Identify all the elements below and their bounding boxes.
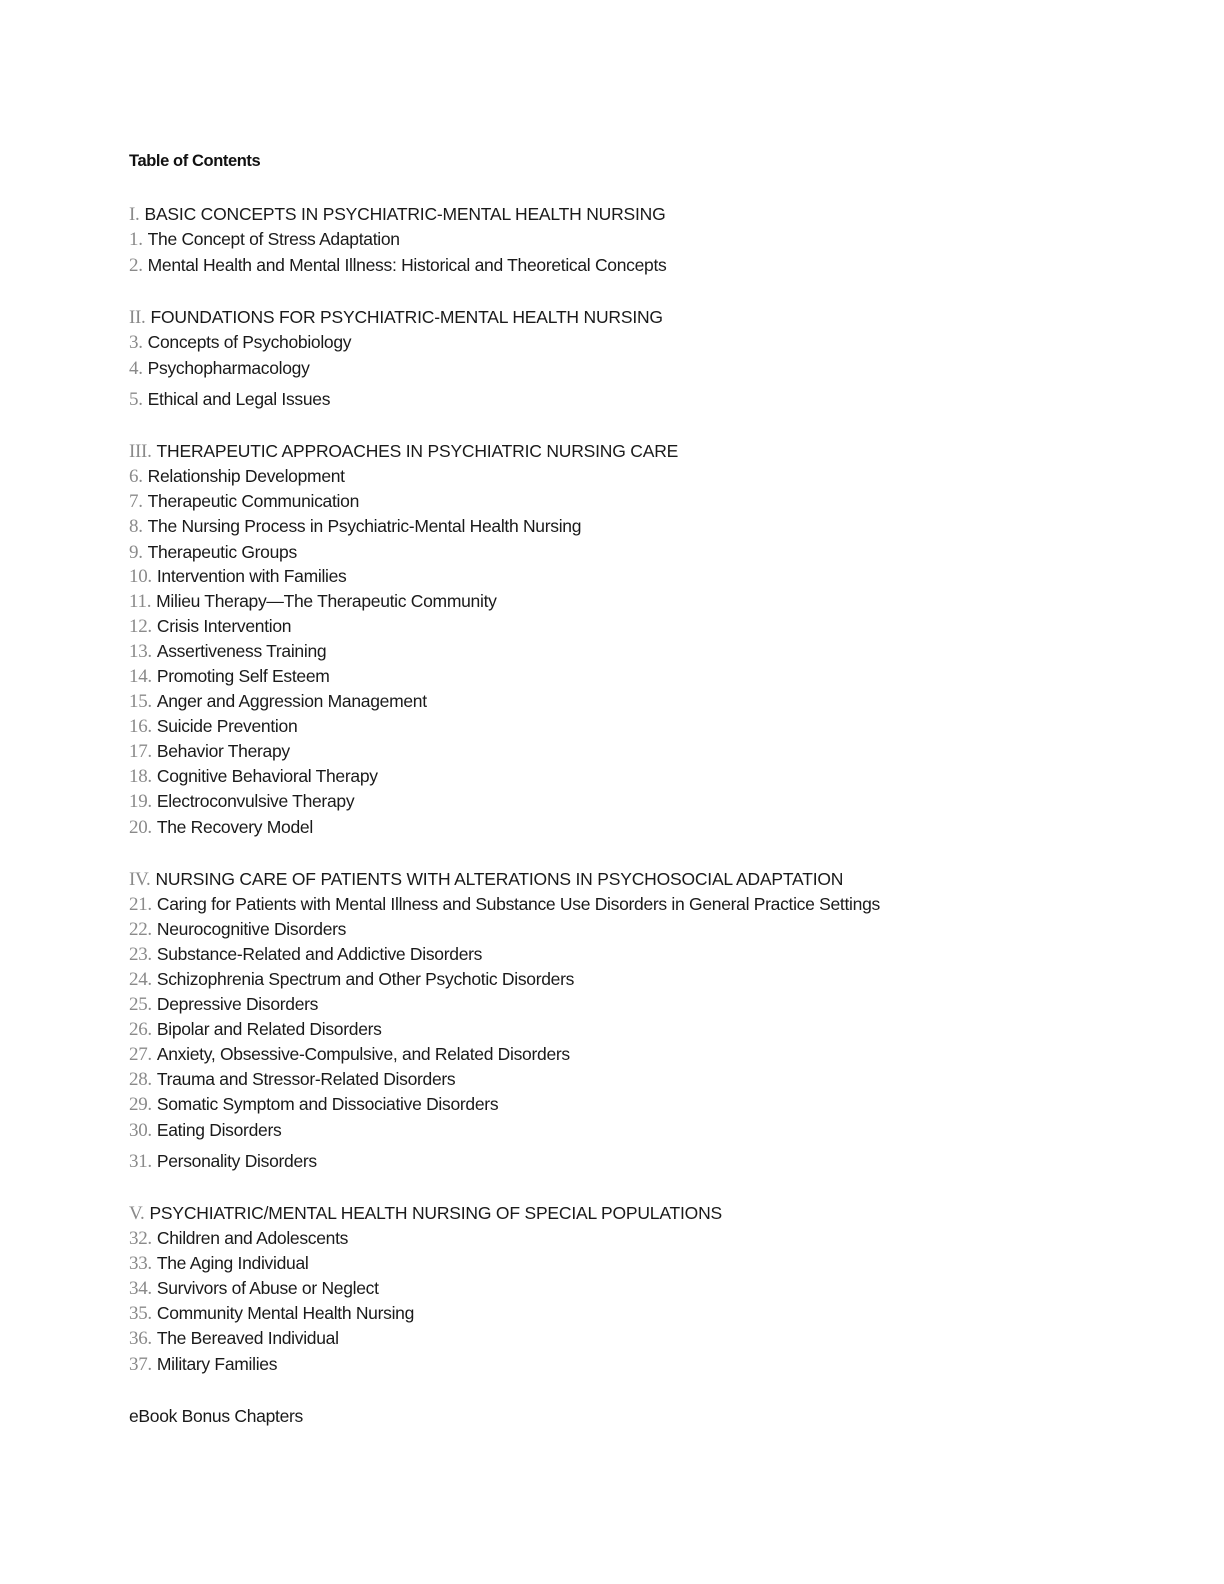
- chapter-number: 37.: [129, 1354, 152, 1375]
- chapter-entry: [129, 666, 330, 687]
- chapter-number: 3.: [129, 332, 143, 353]
- chapter-entry: [129, 332, 351, 353]
- chapter-title: Cognitive Behavioral Therapy: [156, 766, 378, 786]
- part-heading: [129, 307, 663, 328]
- chapter-entry: [129, 566, 347, 587]
- chapter-title: Promoting Self Esteem: [156, 666, 330, 686]
- chapter-number: 33.: [129, 1253, 152, 1274]
- chapter-title: Suicide Prevention: [156, 716, 298, 736]
- chapter-title: Neurocognitive Disorders: [156, 919, 347, 939]
- chapter-number: 16.: [129, 716, 152, 737]
- chapter-entry: [129, 919, 346, 940]
- chapter-entry: [129, 516, 581, 537]
- chapter-title: Personality Disorders: [156, 1151, 317, 1171]
- part-heading: [129, 869, 843, 890]
- chapter-entry: [129, 1019, 382, 1040]
- chapter-entry: [129, 1094, 498, 1115]
- chapter-title: Survivors of Abuse or Neglect: [156, 1278, 379, 1298]
- chapter-number: 18.: [129, 766, 152, 787]
- chapter-entry: [129, 616, 291, 637]
- chapter-entry: [129, 358, 310, 379]
- chapter-title: Community Mental Health Nursing: [156, 1303, 415, 1323]
- part-title: THERAPEUTIC APPROACHES IN PSYCHIATRIC NURSING CARE: [156, 441, 679, 461]
- chapter-number: 7.: [129, 491, 143, 512]
- chapter-number: 24.: [129, 969, 152, 990]
- chapter-number: 22.: [129, 919, 152, 940]
- chapter-title: The Aging Individual: [156, 1253, 309, 1273]
- chapter-entry: [129, 1354, 277, 1375]
- chapter-entry: [129, 791, 354, 812]
- chapter-title: Therapeutic Communication: [147, 491, 360, 511]
- ebook-bonus-chapters-label: eBook Bonus Chapters: [129, 1406, 303, 1426]
- chapter-title: The Bereaved Individual: [156, 1328, 339, 1348]
- chapter-entry: [129, 1151, 317, 1172]
- chapter-number: 12.: [129, 616, 152, 637]
- chapter-entry: [129, 641, 326, 662]
- part-numeral: I.: [129, 204, 140, 225]
- chapter-title: Somatic Symptom and Dissociative Disorders: [156, 1094, 499, 1114]
- chapter-title: Children and Adolescents: [156, 1228, 349, 1248]
- part-title: BASIC CONCEPTS IN PSYCHIATRIC-MENTAL HEALTH NURSING: [144, 204, 666, 224]
- chapter-number: 25.: [129, 994, 152, 1015]
- chapter-title: Psychopharmacology: [147, 358, 310, 378]
- chapter-entry: [129, 817, 313, 838]
- chapter-title: Electroconvulsive Therapy: [156, 791, 355, 811]
- chapter-number: 15.: [129, 691, 152, 712]
- chapter-title: Behavior Therapy: [156, 741, 290, 761]
- chapter-entry: [129, 466, 345, 487]
- chapter-title: Ethical and Legal Issues: [147, 389, 331, 409]
- chapter-title: Anger and Aggression Management: [156, 691, 427, 711]
- chapter-entry: [129, 741, 290, 762]
- part-numeral: V.: [129, 1203, 145, 1224]
- part-title: NURSING CARE OF PATIENTS WITH ALTERATIONS IN PSYCHOSOCIAL ADAPTATION: [155, 869, 844, 889]
- chapter-entry: [129, 1228, 348, 1249]
- chapter-entry: [129, 691, 427, 712]
- chapter-title: Crisis Intervention: [156, 616, 292, 636]
- chapter-title: Concepts of Psychobiology: [147, 332, 352, 352]
- chapter-entry: [129, 1044, 570, 1065]
- chapter-title: Eating Disorders: [156, 1120, 282, 1140]
- chapter-entry: [129, 994, 318, 1015]
- chapter-title: Milieu Therapy—The Therapeutic Community: [156, 591, 497, 611]
- chapter-entry: [129, 1278, 379, 1299]
- chapter-entry: [129, 255, 667, 276]
- chapter-number: 1.: [129, 229, 143, 250]
- part-heading: [129, 1203, 722, 1224]
- part-title: PSYCHIATRIC/MENTAL HEALTH NURSING OF SPECIAL POPULATIONS: [149, 1203, 722, 1223]
- chapter-number: 17.: [129, 741, 152, 762]
- chapter-number: 34.: [129, 1278, 152, 1299]
- chapter-number: 26.: [129, 1019, 152, 1040]
- chapter-entry: [129, 1328, 339, 1349]
- chapter-entry: [129, 1303, 414, 1324]
- chapter-title: The Recovery Model: [156, 817, 313, 837]
- chapter-number: 28.: [129, 1069, 152, 1090]
- chapter-entry: [129, 716, 297, 737]
- chapter-number: 8.: [129, 516, 143, 537]
- chapter-title: Schizophrenia Spectrum and Other Psychotic Disorders: [156, 969, 575, 989]
- chapter-entry: [129, 1069, 455, 1090]
- chapter-title: Military Families: [156, 1354, 278, 1374]
- chapter-entry: [129, 229, 400, 250]
- chapter-title: The Concept of Stress Adaptation: [147, 229, 400, 249]
- chapter-number: 6.: [129, 466, 143, 487]
- chapter-title: Anxiety, Obsessive-Compulsive, and Related Disorders: [156, 1044, 570, 1064]
- chapter-title: Substance-Related and Addictive Disorders: [156, 944, 483, 964]
- chapter-entry: [129, 969, 574, 990]
- chapter-entry: [129, 389, 330, 410]
- page-title: Table of Contents: [129, 152, 261, 170]
- part-heading: [129, 441, 678, 462]
- chapter-number: 30.: [129, 1120, 152, 1141]
- chapter-entry: [129, 894, 880, 915]
- chapter-title: Bipolar and Related Disorders: [156, 1019, 382, 1039]
- chapter-title: Intervention with Families: [156, 566, 347, 586]
- chapter-title: The Nursing Process in Psychiatric-Mental Health Nursing: [147, 516, 582, 536]
- chapter-number: 32.: [129, 1228, 152, 1249]
- chapter-number: 5.: [129, 389, 143, 410]
- chapter-number: 19.: [129, 791, 152, 812]
- part-numeral: II.: [129, 307, 146, 328]
- part-title: FOUNDATIONS FOR PSYCHIATRIC-MENTAL HEALTH NURSING: [150, 307, 663, 327]
- chapter-title: Therapeutic Groups: [147, 542, 297, 562]
- chapter-number: 36.: [129, 1328, 152, 1349]
- chapter-title: Trauma and Stressor-Related Disorders: [156, 1069, 456, 1089]
- chapter-title: Relationship Development: [147, 466, 345, 486]
- chapter-number: 23.: [129, 944, 152, 965]
- chapter-number: 4.: [129, 358, 143, 379]
- chapter-entry: [129, 766, 378, 787]
- part-numeral: III.: [129, 441, 152, 462]
- chapter-number: 31.: [129, 1151, 152, 1172]
- chapter-number: 11.: [129, 591, 152, 612]
- chapter-entry: [129, 491, 359, 512]
- chapter-number: 21.: [129, 894, 152, 915]
- chapter-number: 10.: [129, 566, 152, 587]
- chapter-number: 20.: [129, 817, 152, 838]
- chapter-title: Mental Health and Mental Illness: Historical and Theoretical Concepts: [147, 255, 667, 275]
- chapter-entry: [129, 944, 482, 965]
- chapter-entry: [129, 591, 497, 612]
- chapter-number: 35.: [129, 1303, 152, 1324]
- chapter-number: 2.: [129, 255, 143, 276]
- chapter-number: 29.: [129, 1094, 152, 1115]
- chapter-title: Caring for Patients with Mental Illness and Substance Use Disorders in General Practice Settings: [156, 894, 880, 914]
- chapter-number: 13.: [129, 641, 152, 662]
- part-heading: [129, 204, 666, 225]
- chapter-entry: [129, 1253, 308, 1274]
- chapter-number: 14.: [129, 666, 152, 687]
- chapter-title: Assertiveness Training: [156, 641, 327, 661]
- chapter-number: 27.: [129, 1044, 152, 1065]
- part-numeral: IV.: [129, 869, 151, 890]
- chapter-entry: [129, 542, 297, 563]
- chapter-title: Depressive Disorders: [156, 994, 319, 1014]
- chapter-number: 9.: [129, 542, 143, 563]
- chapter-entry: [129, 1120, 281, 1141]
